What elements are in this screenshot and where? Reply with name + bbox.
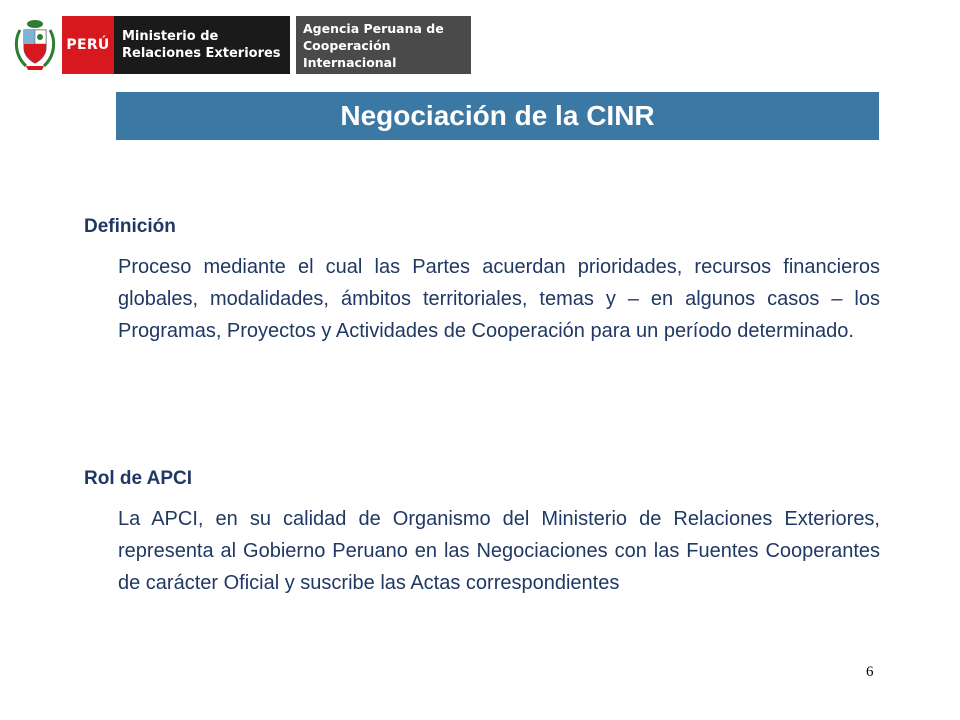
section-text-rol-apci: La APCI, en su calidad de Organismo del Ministerio de Relaciones Exteriores, representa al Gobierno Peruano en las Negociaciones con las Fuentes Cooperantes de carácter Oficial y suscribe las Actas correspondientes (118, 508, 880, 594)
slide-title-banner (116, 92, 879, 140)
ministry-label (114, 16, 290, 74)
agency-line-2: Cooperación Internacional (303, 37, 397, 70)
ministry-line-1: Ministerio de (122, 29, 219, 44)
section-heading-rol-apci: Rol de APCI (84, 468, 193, 489)
institution-logo-bar (12, 16, 471, 74)
section-text-definicion: Proceso mediante el cual las Partes acuerdan prioridades, recursos financieros globales, modalidades, ámbitos territoriales, temas y – en algunos casos – los Programas, Proyectos y Actividades de Cooperación para un período determinado. (118, 256, 880, 342)
peru-label (62, 16, 114, 74)
peru-coat-of-arms-icon (12, 16, 58, 74)
page-number: 6 (866, 664, 874, 680)
slide-title: Negociación de la CINR (340, 100, 655, 131)
ministry-line-2: Relaciones Exteriores (122, 46, 281, 61)
agency-label (296, 16, 471, 74)
country-name: PERÚ (66, 37, 110, 53)
agency-line-1: Agencia Peruana de (303, 20, 444, 36)
section-heading-definicion: Definición (84, 216, 176, 237)
